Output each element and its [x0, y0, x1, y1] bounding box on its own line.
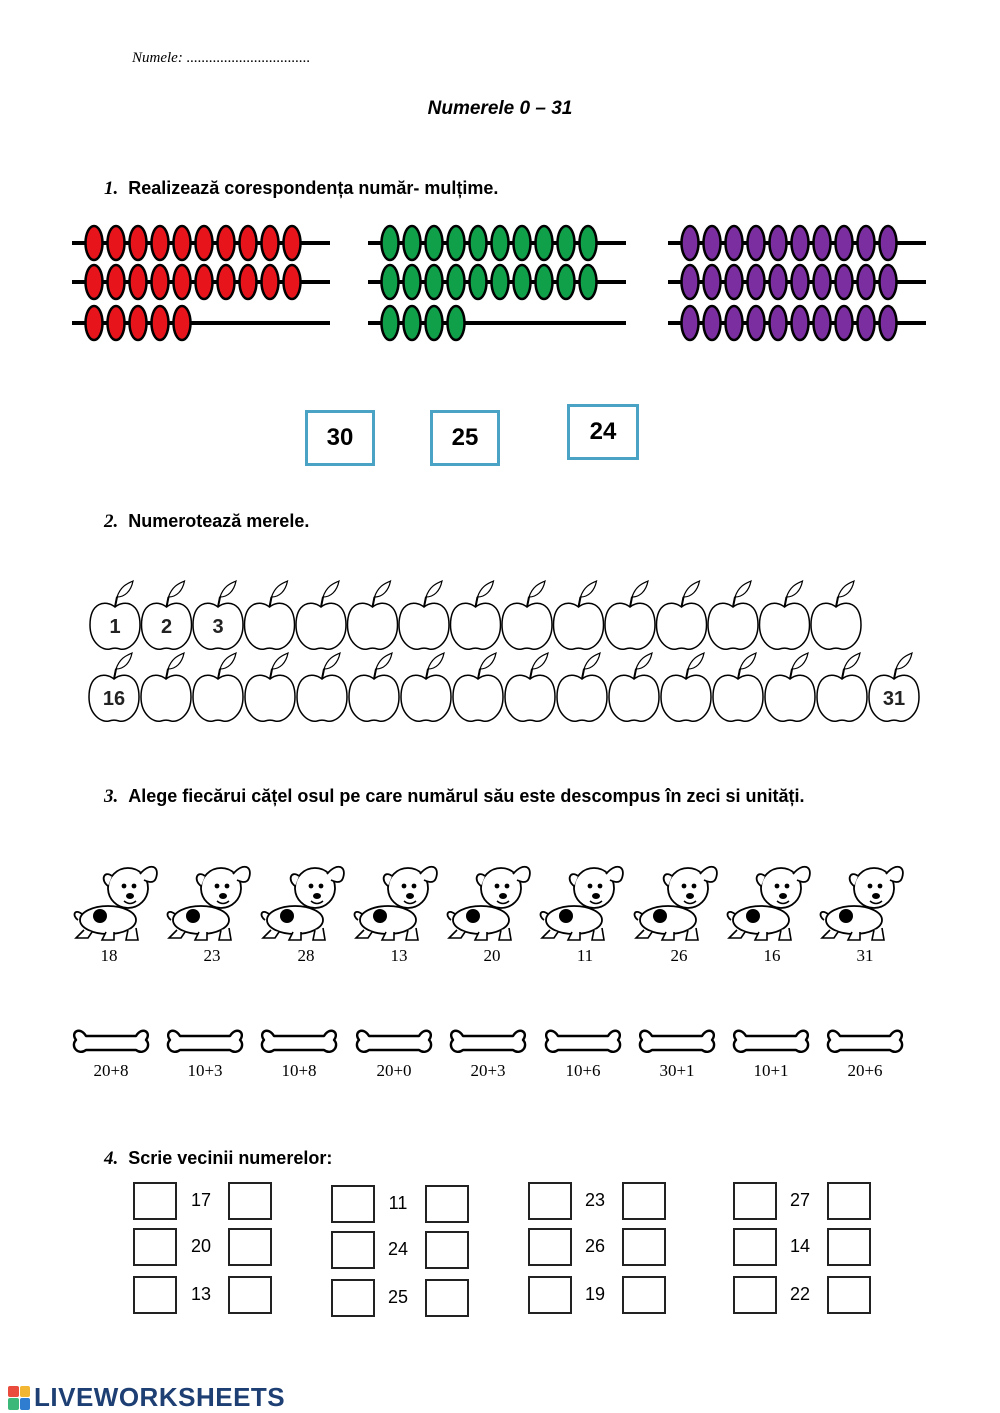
bone-icon [166, 1024, 246, 1062]
apple[interactable] [713, 653, 763, 721]
abacus-bead [130, 226, 147, 260]
bone-icon [449, 1024, 529, 1062]
abacus-bead [748, 306, 765, 340]
abacus-bead [426, 265, 443, 299]
apple-leaf [636, 653, 652, 669]
abacus-bead [108, 226, 125, 260]
bone-icon [732, 1024, 812, 1062]
task-2-instruction [104, 511, 309, 533]
neighbor-number: 24 [387, 1239, 409, 1259]
apple[interactable] [765, 653, 815, 721]
apple-leaf [169, 581, 185, 597]
bone[interactable] [449, 1024, 529, 1086]
apple[interactable] [451, 581, 501, 649]
abacus-bead [240, 265, 257, 299]
abacus-bead [814, 306, 831, 340]
abacus-bead [880, 226, 897, 260]
abacus-bead [86, 226, 103, 260]
abacus-bead [240, 226, 257, 260]
apple-leaf [688, 653, 704, 669]
apple-body [349, 675, 399, 721]
abacus-bead [196, 226, 213, 260]
abacus-bead [836, 226, 853, 260]
apple-body [245, 675, 295, 721]
apple-leaf [168, 653, 184, 669]
apple-leaf [684, 581, 700, 597]
apple[interactable] [869, 653, 919, 721]
abacus-bead [262, 265, 279, 299]
dog-18[interactable] [70, 858, 160, 978]
abacus-bead [836, 306, 853, 340]
abacus-bead [174, 265, 191, 299]
dog-number: 23 [203, 946, 221, 965]
dog-icon [630, 858, 720, 946]
abacus-bead [448, 265, 465, 299]
dog-13[interactable] [350, 858, 440, 978]
abacus-bead [284, 226, 301, 260]
abacus-bead [218, 226, 235, 260]
bone-expression: 20+6 [847, 1061, 883, 1080]
apple[interactable] [708, 581, 758, 649]
dog-number: 11 [576, 946, 594, 965]
neighbor-number: 13 [190, 1284, 212, 1304]
apple[interactable] [245, 653, 295, 721]
apple[interactable] [399, 581, 449, 649]
bone-expression: 10+1 [753, 1061, 789, 1080]
abacus-bead [426, 226, 443, 260]
neighbor-number: 20 [190, 1236, 212, 1256]
apple-leaf [116, 653, 132, 669]
bone-expression: 10+3 [187, 1061, 223, 1080]
apple-leaf [324, 653, 340, 669]
neighbor-after-input[interactable] [228, 1182, 272, 1220]
abacus-bead [426, 306, 443, 340]
abacus-group [0, 215, 1000, 350]
neighbor-number: 11 [388, 1193, 408, 1213]
dog-icon [257, 858, 347, 946]
neighbor-number: 14 [789, 1236, 811, 1256]
neighbor-before-input[interactable] [133, 1182, 177, 1220]
apple-leaf [584, 653, 600, 669]
bone-icon [638, 1024, 718, 1062]
abacus-bead [792, 265, 809, 299]
neighbor-after-input[interactable] [827, 1276, 871, 1314]
abacus-bead [448, 226, 465, 260]
apple[interactable] [89, 653, 139, 721]
abacus-bead [814, 226, 831, 260]
apple-leaf [426, 581, 442, 597]
abacus-bead [448, 306, 465, 340]
abacus-bead [218, 265, 235, 299]
liveworksheets-logo [8, 1382, 285, 1413]
dog-number: 13 [390, 946, 408, 965]
apple-body [661, 675, 711, 721]
abacus-bead [108, 265, 125, 299]
dog-icon [723, 858, 813, 946]
apple-body [657, 603, 707, 649]
apple-label: 2 [160, 616, 173, 638]
neighbor-after-input[interactable] [827, 1182, 871, 1220]
abacus-bead [704, 306, 721, 340]
apple[interactable] [657, 581, 707, 649]
task-3-instruction [104, 786, 804, 808]
dog-20[interactable] [443, 858, 533, 978]
apple-leaf [838, 581, 854, 597]
abacus-bead [404, 306, 421, 340]
bone[interactable] [826, 1024, 906, 1086]
apple-body [817, 675, 867, 721]
apple[interactable] [349, 653, 399, 721]
bone-expression: 20+0 [376, 1061, 412, 1080]
abacus-bead [858, 265, 875, 299]
abacus-bead [284, 265, 301, 299]
apple-label: 1 [109, 616, 121, 638]
apple-body [765, 675, 815, 721]
apple[interactable] [245, 581, 295, 649]
dog-icon [70, 858, 160, 946]
apple-body [348, 603, 398, 649]
task-4-instruction [104, 1148, 332, 1170]
abacus-bead [404, 265, 421, 299]
number-box-24[interactable]: 24 [567, 404, 639, 460]
bone-expression: 10+6 [565, 1061, 601, 1080]
apple-leaf [787, 581, 803, 597]
abacus-bead [814, 265, 831, 299]
abacus-bead [858, 306, 875, 340]
bone-expression: 20+3 [470, 1061, 506, 1080]
apple-leaf [117, 581, 133, 597]
abacus-bead [404, 226, 421, 260]
apples-area [0, 575, 1000, 735]
apple-body [245, 603, 295, 649]
dog-icon [163, 858, 253, 946]
abacus-bead [726, 226, 743, 260]
neighbor-before-input[interactable] [331, 1231, 375, 1269]
bone-expression: 10+8 [281, 1061, 317, 1080]
apple[interactable] [193, 653, 243, 721]
apple[interactable] [142, 581, 192, 649]
abacus-bead [726, 306, 743, 340]
task-text: Alege fiecărui cățel osul pe care numărul său este descompus în zeci si unități. [128, 786, 805, 806]
dog-number: 20 [483, 946, 501, 965]
apple-leaf [532, 653, 548, 669]
neighbor-after-input[interactable] [622, 1228, 666, 1266]
neighbor-after-input[interactable] [228, 1276, 272, 1314]
neighbor-after-input[interactable] [622, 1276, 666, 1314]
neighbor-before-input[interactable] [133, 1276, 177, 1314]
apple-body [453, 675, 503, 721]
abacus-bead [470, 265, 487, 299]
abacus-1[interactable] [72, 226, 330, 340]
bone-icon [72, 1024, 152, 1062]
apple[interactable] [141, 653, 191, 721]
apple-body [609, 675, 659, 721]
abacus-bead [382, 306, 399, 340]
apple-leaf [376, 653, 392, 669]
abacus-bead [152, 226, 169, 260]
apple-body [502, 603, 552, 649]
abacus-bead [726, 265, 743, 299]
apple-body [141, 675, 191, 721]
apple[interactable] [811, 581, 861, 649]
neighbor-before-input[interactable] [331, 1185, 375, 1223]
apple-leaf [792, 653, 808, 669]
neighbor-number: 17 [190, 1190, 212, 1210]
apple-leaf [896, 653, 912, 669]
apple[interactable] [90, 581, 140, 649]
apple[interactable] [554, 581, 604, 649]
abacus-bead [130, 265, 147, 299]
abacus-bead [152, 265, 169, 299]
apple[interactable] [193, 581, 243, 649]
logo-text: LIVEWORKSHEETS [34, 1382, 286, 1412]
abacus-bead [514, 226, 531, 260]
neighbor-before-input[interactable] [331, 1279, 375, 1317]
apple-body [451, 603, 501, 649]
abacus-bead [682, 306, 699, 340]
abacus-3[interactable] [668, 226, 926, 340]
task-number: 2. [104, 511, 119, 532]
dog-number: 26 [670, 946, 688, 965]
task-number: 1. [104, 178, 119, 199]
dog-28[interactable] [257, 858, 347, 978]
abacus-bead [196, 265, 213, 299]
page-title: Numerele 0 – 31 [427, 98, 573, 119]
abacus-bead [792, 306, 809, 340]
apple[interactable] [401, 653, 451, 721]
neighbor-after-input[interactable] [228, 1228, 272, 1266]
dog-23[interactable] [163, 858, 253, 978]
dog-number: 16 [763, 946, 781, 965]
bone[interactable] [72, 1024, 152, 1086]
abacus-bead [682, 226, 699, 260]
apple-leaf [740, 653, 756, 669]
bone[interactable] [544, 1024, 624, 1086]
logo-badge-icon [8, 1386, 30, 1410]
task-1-instruction [104, 178, 498, 200]
apple[interactable] [296, 581, 346, 649]
abacus-bead [262, 226, 279, 260]
apple[interactable] [453, 653, 503, 721]
apple[interactable] [609, 653, 659, 721]
abacus-bead [580, 265, 597, 299]
apple[interactable] [760, 581, 810, 649]
abacus-bead [704, 265, 721, 299]
neighbor-after-input[interactable] [827, 1228, 871, 1266]
apple-body [605, 603, 655, 649]
abacus-bead [108, 306, 125, 340]
apple[interactable] [502, 581, 552, 649]
apple-leaf [272, 581, 288, 597]
name-field: Numele: ................................. [132, 50, 311, 66]
apple[interactable] [605, 581, 655, 649]
apple-leaf [478, 581, 494, 597]
abacus-bead [174, 306, 191, 340]
apple-leaf [375, 581, 391, 597]
neighbor-before-input[interactable] [528, 1276, 572, 1314]
apple-body [708, 603, 758, 649]
apple[interactable] [505, 653, 555, 721]
apple-body [399, 603, 449, 649]
neighbor-before-input[interactable] [133, 1228, 177, 1266]
apple-leaf [735, 581, 751, 597]
bone[interactable] [638, 1024, 718, 1086]
bone[interactable] [355, 1024, 435, 1086]
abacus-bead [748, 226, 765, 260]
neighbor-after-input[interactable] [622, 1182, 666, 1220]
abacus-bead [580, 226, 597, 260]
abacus-bead [536, 226, 553, 260]
bone-icon [544, 1024, 624, 1062]
abacus-bead [558, 226, 575, 260]
bone[interactable] [166, 1024, 246, 1086]
bone-expression: 30+1 [659, 1061, 695, 1080]
apple-body [557, 675, 607, 721]
apple-leaf [272, 653, 288, 669]
bone[interactable] [260, 1024, 340, 1086]
apple-body [713, 675, 763, 721]
dog-number: 31 [856, 946, 874, 965]
bone-icon [826, 1024, 906, 1062]
neighbor-before-input[interactable] [733, 1182, 777, 1220]
apple-leaf [581, 581, 597, 597]
dog-icon [816, 858, 906, 946]
apple-label: 31 [882, 688, 906, 710]
abacus-bead [536, 265, 553, 299]
neighbor-number: 23 [584, 1190, 606, 1210]
neighbor-number: 22 [789, 1284, 811, 1304]
abacus-bead [130, 306, 147, 340]
apple-body [760, 603, 810, 649]
abacus-bead [382, 226, 399, 260]
apple-leaf [428, 653, 444, 669]
apple[interactable] [557, 653, 607, 721]
apple-leaf [220, 653, 236, 669]
apple-label: 16 [102, 688, 126, 710]
apple-body [811, 603, 861, 649]
abacus-bead [836, 265, 853, 299]
apple-leaf [220, 581, 236, 597]
abacus-bead [858, 226, 875, 260]
task-text: Numerotează merele. [128, 511, 310, 531]
abacus-bead [880, 306, 897, 340]
dog-number: 28 [297, 946, 315, 965]
abacus-bead [770, 306, 787, 340]
neighbor-after-input[interactable] [425, 1279, 469, 1317]
apple-leaf [323, 581, 339, 597]
apple-body [505, 675, 555, 721]
dog-26[interactable] [630, 858, 720, 978]
neighbor-before-input[interactable] [528, 1228, 572, 1266]
abacus-bead [748, 265, 765, 299]
abacus-bead [514, 265, 531, 299]
dog-icon [536, 858, 626, 946]
apple[interactable] [817, 653, 867, 721]
abacus-bead [770, 226, 787, 260]
apple-body [297, 675, 347, 721]
task-text: Realizează corespondența număr- mulțime. [128, 178, 499, 198]
abacus-bead [558, 265, 575, 299]
abacus-bead [770, 265, 787, 299]
dog-icon [443, 858, 533, 946]
neighbor-number: 27 [789, 1190, 811, 1210]
dog-11[interactable] [536, 858, 626, 978]
abacus-bead [86, 265, 103, 299]
task-number: 3. [104, 786, 119, 807]
apple[interactable] [297, 653, 347, 721]
neighbor-number: 19 [584, 1284, 606, 1304]
apple-body [554, 603, 604, 649]
apple-body [296, 603, 346, 649]
apple-label: 3 [212, 616, 224, 638]
task-number: 4. [104, 1148, 119, 1169]
apple-body [401, 675, 451, 721]
apple-leaf [844, 653, 860, 669]
abacus-bead [174, 226, 191, 260]
bone-expression: 20+8 [93, 1061, 129, 1080]
neighbor-before-input[interactable] [733, 1228, 777, 1266]
neighbor-after-input[interactable] [425, 1231, 469, 1269]
apple-leaf [480, 653, 496, 669]
dog-icon [350, 858, 440, 946]
apple[interactable] [348, 581, 398, 649]
neighbor-after-input[interactable] [425, 1185, 469, 1223]
number-box-25[interactable]: 25 [430, 410, 500, 466]
apple[interactable] [661, 653, 711, 721]
abacus-bead [492, 226, 509, 260]
abacus-bead [880, 265, 897, 299]
neighbor-before-input[interactable] [733, 1276, 777, 1314]
abacus-bead [470, 226, 487, 260]
abacus-bead [792, 226, 809, 260]
neighbor-number: 25 [387, 1287, 409, 1307]
apple-leaf [632, 581, 648, 597]
bone-icon [260, 1024, 340, 1062]
task-text: Scrie vecinii numerelor: [128, 1148, 333, 1168]
dog-16[interactable] [723, 858, 813, 978]
number-box-30[interactable]: 30 [305, 410, 375, 466]
abacus-bead [382, 265, 399, 299]
apple-body [193, 675, 243, 721]
neighbor-before-input[interactable] [528, 1182, 572, 1220]
abacus-2[interactable] [368, 226, 626, 340]
bone-icon [355, 1024, 435, 1062]
abacus-bead [682, 265, 699, 299]
abacus-bead [86, 306, 103, 340]
dog-31[interactable] [816, 858, 906, 978]
apple-leaf [529, 581, 545, 597]
bone[interactable] [732, 1024, 812, 1086]
abacus-bead [492, 265, 509, 299]
neighbor-number: 26 [584, 1236, 606, 1256]
abacus-bead [152, 306, 169, 340]
dog-number: 18 [100, 946, 118, 965]
abacus-bead [704, 226, 721, 260]
